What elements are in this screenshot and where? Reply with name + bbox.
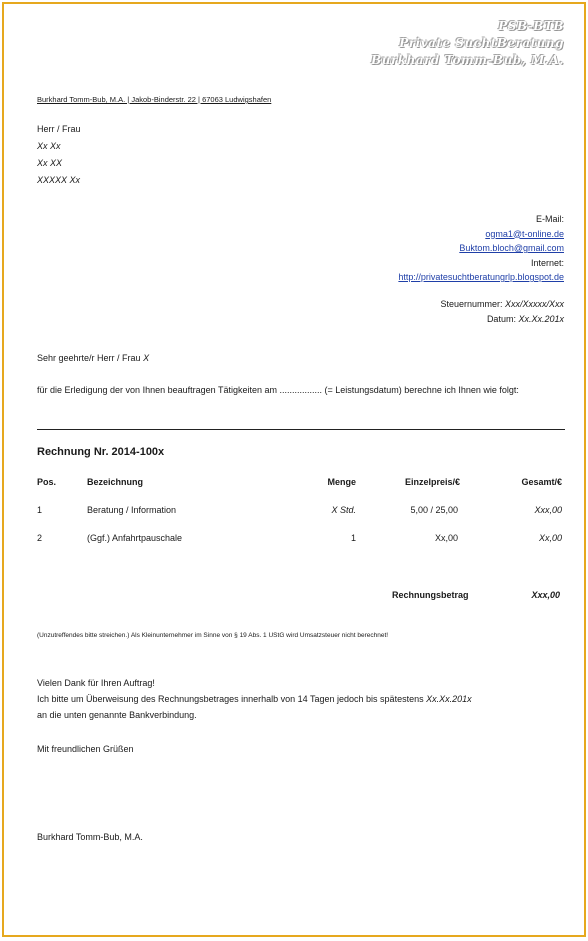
tax-number-label: Steuernummer: <box>440 299 503 309</box>
recipient-name: Xx Xx <box>37 141 61 151</box>
row2-unit: Xx,00 <box>434 533 458 543</box>
row1-total: Xxx,00 <box>534 505 562 515</box>
row1-qty: X Std. <box>331 505 356 515</box>
logo-line-3: Burkhard Tomm-Bub, M.A. <box>371 53 564 67</box>
row1-pos: 1 <box>37 505 43 515</box>
email-link-1[interactable]: ogma1@t-online.de <box>485 228 564 239</box>
col-header-qty: Menge <box>327 477 356 487</box>
contact-block <box>398 212 564 285</box>
sum-value: Xxx,00 <box>531 590 560 600</box>
website-link[interactable]: http://privatesuchtberatungrlp.blogspot.de <box>398 272 564 282</box>
recipient-city: XXXXX Xx <box>37 175 81 185</box>
salutation <box>37 353 149 363</box>
closing-text <box>37 675 472 723</box>
closing-due-date: Xx.Xx.201x <box>426 694 472 704</box>
sender-line: Burkhard Tomm-Bub, M.A. | Jakob-Binderstr. 22 | 67063 Ludwigshafen <box>37 95 272 104</box>
recipient-street: Xx XX <box>37 158 63 168</box>
row1-desc: Beratung / Information <box>87 505 177 515</box>
date-label: Datum: <box>486 313 516 324</box>
closing-thanks: Vielen Dank für Ihren Auftrag! <box>37 678 155 688</box>
col-header-total: Gesamt/€ <box>521 477 562 487</box>
closing-payment: Ich bitte um Überweisung des Rechnungsbetrages innerhalb von 14 Tagen jedoch bis spätestens <box>37 694 424 704</box>
salutation-name: X <box>143 353 150 363</box>
letterhead-logo <box>371 18 564 69</box>
recipient-address <box>37 121 81 189</box>
invoice-title: Rechnung Nr. 2014-100x <box>37 446 165 458</box>
internet-label: Internet: <box>530 257 564 268</box>
greeting: Mit freundlichen Grüßen <box>37 744 134 754</box>
col-header-pos: Pos. <box>37 477 57 487</box>
closing-bank: an die unten genannte Bankverbindung. <box>37 710 197 720</box>
divider-line <box>37 429 565 430</box>
email-link-2[interactable]: Buktom.bloch@gmail.com <box>459 243 564 253</box>
tax-note: (Unzutreffendes bitte streichen.) Als Kleinunternehmer im Sinne von § 19 Abs. 1 UStG wird Umsatzsteuer nicht berechnet! <box>37 632 389 639</box>
invoice-meta <box>440 297 564 326</box>
logo-line-1: PSB-BTB <box>498 19 564 33</box>
tax-number-value: Xxx/Xxxxx/Xxx <box>504 299 564 309</box>
col-header-desc: Bezeichnung <box>87 477 144 487</box>
row2-pos: 2 <box>37 533 43 543</box>
row2-total: Xx,00 <box>538 533 562 543</box>
sum-label: Rechnungsbetrag <box>392 590 469 600</box>
recipient-title: Herr / Frau <box>37 124 81 134</box>
date-value: Xx.Xx.201x <box>518 313 564 324</box>
salutation-text: Sehr geehrte/r Herr / Frau <box>37 353 141 363</box>
intro-text: für die Erledigung der von Ihnen beauftragen Tätigkeiten am ................. (= Leistungsdatum) berechne ich Ihnen wie folgt: <box>37 385 519 395</box>
col-header-unit: Einzelpreis/€ <box>404 477 460 487</box>
invoice-page <box>2 2 586 937</box>
row2-qty: 1 <box>350 533 356 543</box>
signature: Burkhard Tomm-Bub, M.A. <box>37 832 143 842</box>
logo-line-2: Private SuchtBeratung <box>399 36 564 50</box>
row2-desc: (Ggf.) Anfahrtpauschale <box>87 533 183 543</box>
email-label: E-Mail: <box>535 214 564 224</box>
row1-unit: 5,00 / 25,00 <box>410 505 458 515</box>
